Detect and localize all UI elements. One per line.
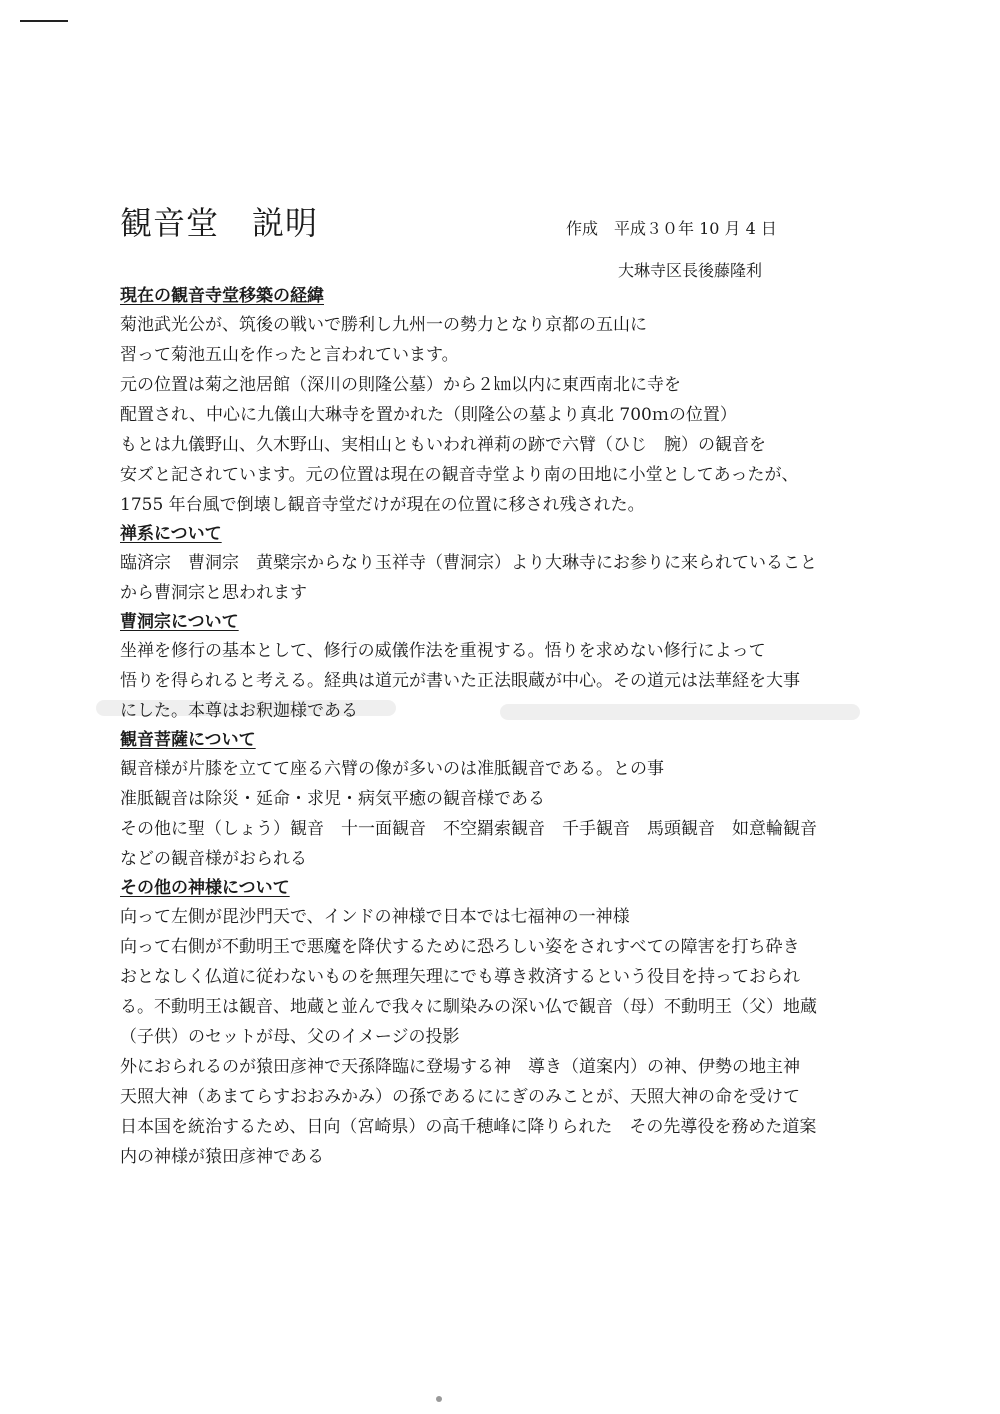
document-body — [120, 282, 860, 1172]
body-line: 日本国を統治するため、日向（宮崎県）の高千穂峰に降りられた その先導役を務めた道案 — [120, 1117, 817, 1137]
body-line: 習って菊池五山を作ったと言われています。 — [120, 345, 459, 365]
section-other-deities — [120, 874, 860, 1172]
body-line: 向って左側が毘沙門天で、インドの神様で日本では七福神の一神様 — [120, 907, 630, 927]
body-line: にした。本尊はお釈迦様である — [120, 701, 358, 721]
section-heading: 曹洞宗について — [120, 612, 239, 632]
body-line: もとは九儀野山、久木野山、実相山ともいわれ禅莉の跡で六臂（ひじ 腕）の観音を — [120, 435, 766, 455]
body-line: る。不動明王は観音、地蔵と並んで我々に馴染みの深い仏で観音（母）不動明王（父）地蔵 — [120, 997, 817, 1017]
section-heading: 禅系について — [120, 524, 222, 544]
section-kannon-bodhisattva — [120, 726, 860, 874]
body-line: 臨済宗 曹洞宗 黄檗宗からなり玉祥寺（曹洞宗）より大琳寺にお参りに来られていること — [120, 553, 817, 573]
body-line: などの観音様がおられる — [120, 849, 307, 869]
section-heading: 観音菩薩について — [120, 730, 256, 750]
body-line: 観音様が片膝を立てて座る六臂の像が多いのは准胝観音である。との事 — [120, 759, 664, 779]
body-line: 坐禅を修行の基本として、修行の威儀作法を重視する。悟りを求めない修行によって — [120, 641, 766, 661]
body-line: 天照大神（あまてらすおおみかみ）の孫であるににぎのみことが、天照大神の命を受けて — [120, 1087, 800, 1107]
body-line: 1755 年台風で倒壊し観音寺堂だけが現在の位置に移され残された。 — [120, 495, 645, 515]
section-heading: その他の神様について — [120, 878, 290, 898]
scan-edge-mark — [20, 20, 68, 22]
body-line: 向って右側が不動明王で悪魔を降伏するために恐ろしい姿をされすべての障害を打ち砕き — [120, 937, 800, 957]
body-line: 准胝観音は除災・延命・求児・病気平癒の観音様である — [120, 789, 545, 809]
body-line: 配置され、中心に九儀山大琳寺を置かれた（則隆公の墓より真北 700ｍの位置） — [120, 405, 737, 425]
body-line: 悟りを得られると考える。経典は道元が書いた正法眼蔵が中心。その道元は法華経を大事 — [120, 671, 800, 691]
body-line: 菊池武光公が、筑後の戦いで勝利し九州一の勢力となり京都の五山に — [120, 315, 647, 335]
section-soto-school — [120, 608, 860, 726]
body-line: 内の神様が猿田彦神である — [120, 1147, 324, 1167]
section-relocation-history — [120, 282, 860, 520]
author-line: 大琳寺区長後藤隆利 — [618, 261, 763, 280]
body-line: 外におられるのが猿田彦神で天孫降臨に登場する神 導き（道案内）の神、伊勢の地主神 — [120, 1057, 800, 1077]
document-title: 観音堂 説明 — [120, 204, 319, 242]
body-line: （子供）のセットが母、父のイメージの投影 — [120, 1027, 460, 1047]
body-line: その他に聖（しょう）観音 十一面観音 不空羂索観音 千手観音 馬頭観音 如意輪観音 — [120, 819, 817, 839]
body-line: から曹洞宗と思われます — [120, 583, 307, 603]
section-zen-lineage — [120, 520, 860, 608]
scan-speck — [436, 1396, 442, 1402]
body-line: 元の位置は菊之池居館（深川の則隆公墓）から２㎞以内に東西南北に寺を — [120, 375, 681, 395]
section-heading: 現在の観音寺堂移築の経緯 — [120, 286, 324, 306]
body-line: 安ズと記されています。元の位置は現在の観音寺堂より南の田地に小堂としてあったが、 — [120, 465, 799, 485]
creation-date: 作成 平成３０年 10 月 4 日 — [566, 219, 777, 238]
body-line: おとなしく仏道に従わないものを無理矢理にでも導き救済するという役目を持っておられ — [120, 967, 800, 987]
